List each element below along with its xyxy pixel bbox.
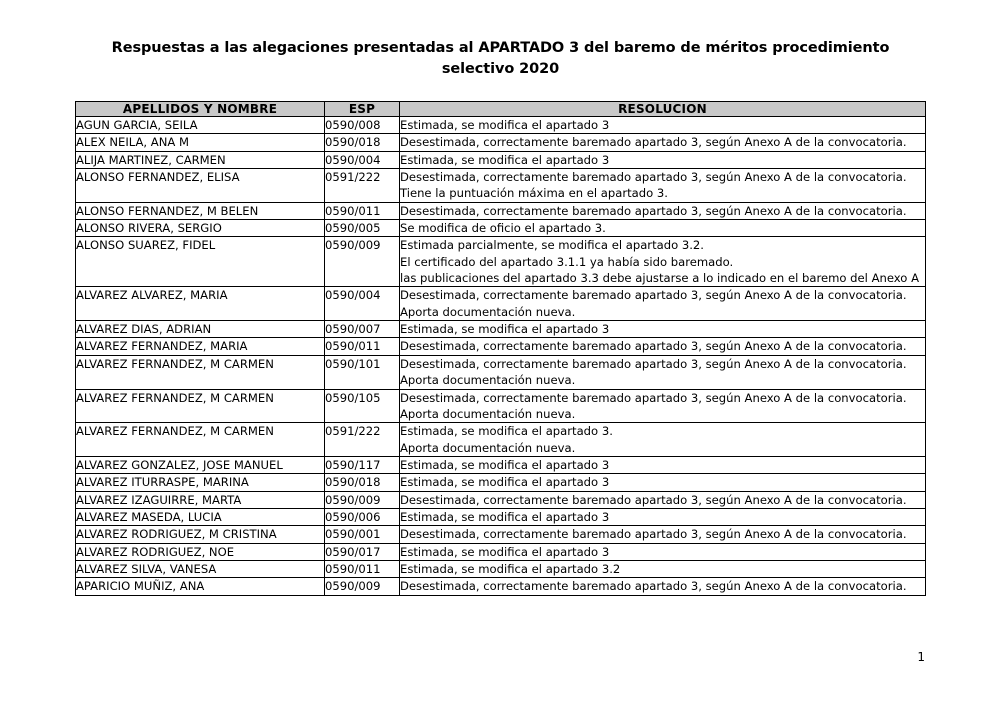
cell-nombre: ALVAREZ IZAGUIRRE, MARTA bbox=[76, 491, 325, 508]
cell-nombre: ALVAREZ GONZALEZ, JOSE MANUEL bbox=[76, 456, 325, 473]
table-row bbox=[76, 169, 926, 203]
page-number: 1 bbox=[917, 650, 925, 664]
cell-resolucion bbox=[400, 389, 926, 423]
resolucion-line: El certificado del apartado 3.1.1 ya había sido baremado. bbox=[400, 254, 734, 269]
cell-esp: 0590/007 bbox=[325, 321, 400, 338]
cell-resolucion bbox=[400, 423, 926, 457]
resolucion-line: Estimada, se modifica el apartado 3 bbox=[400, 118, 610, 132]
resolucion-line: Estimada, se modifica el apartado 3 bbox=[400, 152, 610, 167]
cell-nombre: ALVAREZ FERNANDEZ, M CARMEN bbox=[76, 423, 325, 457]
cell-nombre: ALVAREZ MASEDA, LUCIA bbox=[76, 508, 325, 525]
cell-resolucion bbox=[400, 321, 926, 338]
resolucion-line: Aporta documentación nueva. bbox=[400, 440, 576, 455]
resolucion-line: Estimada, se modifica el apartado 3 bbox=[400, 322, 610, 337]
cell-esp: 0590/018 bbox=[325, 134, 400, 151]
cell-nombre: ALVAREZ SILVA, VANESA bbox=[76, 560, 325, 577]
cell-nombre: ALONSO RIVERA, SERGIO bbox=[76, 220, 325, 237]
cell-nombre: ALVAREZ FERNANDEZ, M CARMEN bbox=[76, 355, 325, 389]
cell-nombre: ALVAREZ ITURRASPE, MARINA bbox=[76, 474, 325, 491]
table-row bbox=[76, 474, 926, 491]
cell-esp: 0590/117 bbox=[325, 456, 400, 473]
cell-resolucion bbox=[400, 578, 926, 595]
table-row bbox=[76, 423, 926, 457]
table-row bbox=[76, 355, 926, 389]
cell-esp: 0591/222 bbox=[325, 423, 400, 457]
resolucion-line: Desestimada, correctamente baremado apartado 3, según Anexo A de la convocatoria. bbox=[400, 203, 907, 218]
cell-resolucion bbox=[400, 560, 926, 577]
table-row bbox=[76, 202, 926, 219]
cell-esp: 0590/009 bbox=[325, 491, 400, 508]
table-row bbox=[76, 220, 926, 237]
resolucion-line: Desestimada, correctamente baremado apartado 3, según Anexo A de la convocatoria. bbox=[400, 390, 907, 405]
cell-resolucion bbox=[400, 134, 926, 151]
resolucion-line: Aporta documentación nueva. bbox=[400, 406, 576, 421]
resolucion-line: Desestimada, correctamente baremado apartado 3, según Anexo A de la convocatoria. bbox=[400, 135, 907, 150]
resolucion-line: Desestimada, correctamente baremado apartado 3, según Anexo A de la convocatoria. bbox=[400, 527, 907, 542]
cell-esp: 0590/005 bbox=[325, 220, 400, 237]
table-row bbox=[76, 237, 926, 287]
table-row bbox=[76, 117, 926, 134]
table-row bbox=[76, 560, 926, 577]
resolucion-line: Aporta documentación nueva. bbox=[400, 304, 576, 319]
table-row bbox=[76, 134, 926, 151]
column-header-resolucion: RESOLUCION bbox=[400, 102, 926, 117]
resolucion-line: Desestimada, correctamente baremado apartado 3, según Anexo A de la convocatoria. bbox=[400, 288, 907, 303]
resolucion-line: Desestimada, correctamente baremado apartado 3, según Anexo A de la convocatoria. bbox=[400, 170, 907, 185]
cell-resolucion bbox=[400, 151, 926, 168]
cell-resolucion bbox=[400, 508, 926, 525]
cell-esp: 0590/004 bbox=[325, 287, 400, 321]
cell-resolucion bbox=[400, 117, 926, 134]
cell-nombre: ALVAREZ RODRIGUEZ, M CRISTINA bbox=[76, 526, 325, 543]
resolucion-line: Estimada, se modifica el apartado 3. bbox=[400, 424, 613, 439]
cell-resolucion bbox=[400, 526, 926, 543]
cell-nombre: ALONSO FERNANDEZ, ELISA bbox=[76, 169, 325, 203]
resolucion-line: Desestimada, correctamente baremado apartado 3, según Anexo A de la convocatoria. bbox=[400, 579, 907, 594]
resolucion-line: Estimada, se modifica el apartado 3 bbox=[400, 475, 610, 490]
resolucion-line: Aporta documentación nueva. bbox=[400, 373, 576, 388]
cell-nombre: ALVAREZ FERNANDEZ, MARIA bbox=[76, 338, 325, 355]
resolucion-line: Estimada, se modifica el apartado 3 bbox=[400, 457, 610, 472]
table-header-row bbox=[76, 102, 926, 117]
table-row bbox=[76, 526, 926, 543]
cell-esp: 0590/011 bbox=[325, 202, 400, 219]
cell-esp: 0590/008 bbox=[325, 117, 400, 134]
cell-esp: 0590/004 bbox=[325, 151, 400, 168]
alegaciones-table bbox=[75, 101, 926, 596]
column-header-nombre: APELLIDOS Y NOMBRE bbox=[76, 102, 325, 117]
resolucion-line: Estimada, se modifica el apartado 3 bbox=[400, 544, 610, 559]
resolucion-line: Estimada, se modifica el apartado 3.2 bbox=[400, 561, 621, 576]
cell-resolucion bbox=[400, 456, 926, 473]
table-row bbox=[76, 491, 926, 508]
cell-esp: 0590/009 bbox=[325, 578, 400, 595]
resolucion-line: Se modifica de oficio el apartado 3. bbox=[400, 221, 606, 236]
cell-nombre: ALEX NEILA, ANA M bbox=[76, 134, 325, 151]
cell-nombre: ALONSO FERNANDEZ, M BELEN bbox=[76, 202, 325, 219]
resolucion-line: Desestimada, correctamente baremado apartado 3, según Anexo A de la convocatoria. bbox=[400, 339, 907, 354]
cell-resolucion bbox=[400, 338, 926, 355]
resolucion-line: Tiene la puntuación máxima en el apartado 3. bbox=[400, 186, 668, 201]
cell-resolucion bbox=[400, 543, 926, 560]
cell-resolucion bbox=[400, 491, 926, 508]
cell-esp: 0590/018 bbox=[325, 474, 400, 491]
table-body bbox=[76, 117, 926, 596]
cell-nombre: ALVAREZ ALVAREZ, MARIA bbox=[76, 287, 325, 321]
table-row bbox=[76, 578, 926, 595]
cell-resolucion bbox=[400, 202, 926, 219]
resolucion-line: las publicaciones del apartado 3.3 debe ajustarse a lo indicado en el baremo del Anexo A bbox=[400, 271, 920, 286]
column-header-esp: ESP bbox=[325, 102, 400, 117]
cell-resolucion bbox=[400, 237, 926, 287]
cell-nombre: ALVAREZ DIAS, ADRIAN bbox=[76, 321, 325, 338]
table-row bbox=[76, 389, 926, 423]
cell-esp: 0590/101 bbox=[325, 355, 400, 389]
table-row bbox=[76, 508, 926, 525]
table-header bbox=[76, 102, 926, 117]
cell-nombre: ALVAREZ RODRIGUEZ, NOE bbox=[76, 543, 325, 560]
cell-resolucion bbox=[400, 474, 926, 491]
cell-nombre: APARICIO MUÑIZ, ANA bbox=[76, 578, 325, 595]
cell-nombre: AGUN GARCIA, SEILA bbox=[76, 117, 325, 134]
table-row bbox=[76, 151, 926, 168]
cell-nombre: ALONSO SUAREZ, FIDEL bbox=[76, 237, 325, 287]
resolucion-line: Estimada, se modifica el apartado 3 bbox=[400, 509, 610, 524]
cell-esp: 0590/011 bbox=[325, 560, 400, 577]
cell-esp: 0590/017 bbox=[325, 543, 400, 560]
cell-esp: 0591/222 bbox=[325, 169, 400, 203]
cell-nombre: ALVAREZ FERNANDEZ, M CARMEN bbox=[76, 389, 325, 423]
table-row bbox=[76, 338, 926, 355]
cell-esp: 0590/011 bbox=[325, 338, 400, 355]
table-row bbox=[76, 287, 926, 321]
table-row bbox=[76, 321, 926, 338]
cell-resolucion bbox=[400, 220, 926, 237]
cell-resolucion bbox=[400, 355, 926, 389]
cell-esp: 0590/009 bbox=[325, 237, 400, 287]
cell-esp: 0590/001 bbox=[325, 526, 400, 543]
table-row bbox=[76, 456, 926, 473]
resolucion-line: Desestimada, correctamente baremado apartado 3, según Anexo A de la convocatoria. bbox=[400, 492, 907, 507]
cell-esp: 0590/105 bbox=[325, 389, 400, 423]
resolucion-line: Estimada parcialmente, se modifica el apartado 3.2. bbox=[400, 238, 704, 253]
cell-esp: 0590/006 bbox=[325, 508, 400, 525]
cell-resolucion bbox=[400, 169, 926, 203]
page-title: Respuestas a las alegaciones presentadas al APARTADO 3 del baremo de méritos procedimiento selectivo 2020 bbox=[111, 40, 890, 77]
table-row bbox=[76, 543, 926, 560]
resolucion-line: Desestimada, correctamente baremado apartado 3, según Anexo A de la convocatoria. bbox=[400, 356, 907, 371]
cell-resolucion bbox=[400, 287, 926, 321]
cell-nombre: ALIJA MARTINEZ, CARMEN bbox=[76, 151, 325, 168]
